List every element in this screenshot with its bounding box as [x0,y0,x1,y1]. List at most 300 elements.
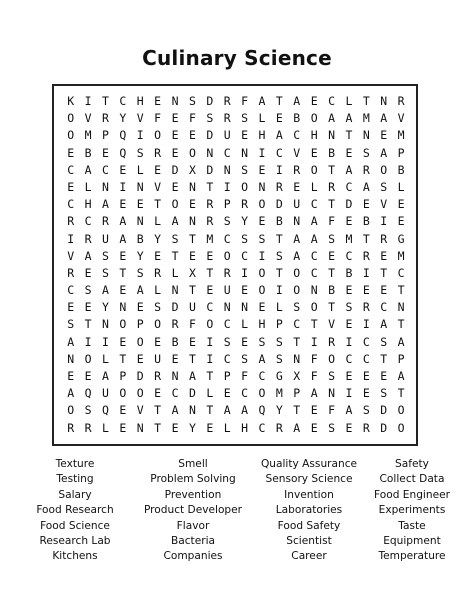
grid-letter: U [154,351,162,366]
grid-letter: B [293,111,301,126]
grid-letter: V [293,145,301,160]
grid-letter: C [223,317,231,332]
grid-letter: E [380,128,388,143]
grid-letter: T [345,128,353,143]
grid-letter: S [154,300,162,315]
grid-letter: E [119,283,127,298]
grid-letter: D [171,300,179,315]
grid-letter: E [310,420,318,435]
word-list-item: Bacteria [170,534,216,547]
grid-letter: A [84,162,92,177]
grid-letter: C [223,351,231,366]
grid-letter: F [241,369,249,383]
grid-letter: I [345,334,353,349]
grid-letter: C [310,248,318,263]
word-list-item: Safety [395,458,429,470]
grid-letter: B [397,162,405,177]
grid-letter: L [136,162,144,177]
grid-letter: L [84,179,92,194]
grid-letter: A [293,94,301,108]
grid-letter: A [380,111,388,126]
grid-letter: D [171,162,179,177]
grid-letter: D [136,369,144,383]
grid-letter: O [67,128,75,143]
grid-letter: E [136,300,144,315]
grid-letter: E [171,179,179,194]
grid-letter: I [206,351,214,366]
word-list-item: Invention [284,488,334,501]
grid-letter: Y [275,403,283,418]
grid-letter: A [310,231,318,246]
grid-letter: O [154,128,162,143]
grid-letter: R [223,111,231,126]
grid-letter: E [154,94,162,108]
grid-letter: A [171,403,179,418]
grid-letter: A [171,214,179,229]
grid-letter: S [362,145,370,160]
grid-letter: T [188,283,196,298]
grid-letter: A [345,111,353,126]
grid-letter: S [380,179,388,194]
grid-letter: C [380,300,388,315]
grid-letter: T [154,420,162,435]
grid-letter: A [362,179,370,194]
grid-letter: O [380,162,388,177]
grid-letter: A [380,317,388,332]
grid-letter: C [206,300,214,315]
grid-letter: L [258,111,266,126]
grid-letter: E [345,317,353,332]
grid-letter: U [102,386,109,401]
grid-letter: E [154,248,162,263]
grid-letter: O [328,351,336,366]
grid-letter: Q [102,403,109,418]
grid-letter: F [310,351,318,366]
grid-letter: T [84,317,92,332]
grid-letter: E [84,265,92,280]
grid-letter: R [328,334,336,349]
grid-letter: L [154,283,162,298]
grid-letter: A [67,386,75,401]
grid-letter: L [345,94,353,108]
grid-letter: A [258,351,266,366]
grid-letter: M [362,111,370,126]
grid-letter: L [275,300,283,315]
grid-letter: F [328,403,336,418]
grid-letter: E [119,248,127,263]
grid-letter: A [397,369,405,383]
grid-letter: N [136,214,144,229]
grid-letter: S [206,111,214,126]
grid-letter: R [154,265,162,280]
grid-letter: N [188,214,196,229]
grid-letter: Q [119,128,127,143]
grid-letter: U [188,300,196,315]
grid-letter: O [136,386,144,401]
word-list-item: Flavor [176,519,210,532]
grid-letter: V [136,111,144,126]
grid-letter: A [328,111,336,126]
grid-letter: T [328,265,336,280]
grid-letter: E [241,334,249,349]
grid-letter: P [119,369,127,383]
grid-letter: N [188,403,196,418]
grid-letter: C [241,248,249,263]
grid-letter: N [223,300,231,315]
grid-letter: L [102,351,109,366]
grid-letter: S [275,351,283,366]
grid-letter: T [275,94,283,108]
grid-letter: R [362,248,370,263]
grid-letter: I [362,317,370,332]
grid-letter: R [206,214,214,229]
grid-letter: E [206,420,214,435]
grid-letter: O [171,197,179,212]
grid-letter: N [397,300,405,315]
word-list-item: Texture [55,458,95,470]
grid-letter: H [136,94,144,108]
grid-letter: O [84,351,92,366]
grid-letter: E [154,334,162,349]
grid-letter: L [223,420,231,435]
grid-letter: E [397,214,405,229]
grid-letter: R [223,94,231,108]
grid-letter: V [84,111,92,126]
grid-letter: S [328,369,336,383]
grid-letter: T [188,231,196,246]
grid-letter: I [345,386,353,401]
grid-letter: E [206,283,214,298]
grid-letter: R [362,162,370,177]
grid-letter: A [275,128,283,143]
grid-letter: E [67,179,75,194]
grid-letter: Y [188,420,196,435]
grid-letter: I [84,334,92,349]
grid-letter: T [310,317,318,332]
grid-letter: S [102,265,109,280]
grid-letter: L [102,420,109,435]
grid-letter: O [136,334,144,349]
grid-letter: V [67,248,75,263]
page-title: Culinary Science [142,46,332,70]
grid-letter: R [67,265,75,280]
grid-letter: E [223,386,231,401]
grid-letter: E [293,179,301,194]
grid-letter: R [275,420,283,435]
grid-letter: I [102,334,109,349]
grid-letter: O [310,300,318,315]
grid-letter: L [310,179,318,194]
grid-letter: N [310,283,318,298]
grid-letter: P [293,386,301,401]
grid-letter: S [102,248,109,263]
grid-letter: S [380,386,388,401]
word-list-item: Scientist [286,534,332,547]
grid-letter: E [275,111,283,126]
grid-letter: S [293,300,301,315]
grid-letter: N [171,283,179,298]
grid-letter: P [223,369,231,383]
grid-letter: S [362,403,370,418]
grid-letter: S [241,111,249,126]
grid-letter: R [154,369,162,383]
grid-letter: A [223,403,231,418]
grid-letter: E [102,145,109,160]
grid-letter: S [67,317,75,332]
grid-letter: S [171,231,179,246]
grid-letter: A [380,145,388,160]
grid-letter: H [84,197,92,212]
grid-letter: C [258,369,266,383]
grid-letter: I [258,248,266,263]
grid-letter: V [397,111,405,126]
grid-letter: R [275,179,283,194]
grid-letter: S [328,420,336,435]
grid-letter: R [206,197,214,212]
word-list-item: Research Lab [39,534,111,547]
grid-letter: O [206,317,214,332]
grid-letter: A [345,162,353,177]
grid-letter: U [293,197,301,212]
grid-letter: I [206,334,214,349]
grid-letter: T [293,334,301,349]
grid-letter: I [258,145,266,160]
word-list-item: Companies [163,550,223,563]
grid-letter: E [362,386,370,401]
grid-letter: N [241,300,249,315]
grid-letter: S [84,403,92,418]
grid-letter: N [119,300,127,315]
word-list-item: Taste [398,519,426,532]
grid-letter: E [171,145,179,160]
grid-letter: E [119,403,127,418]
word-search-grid [52,84,418,446]
grid-letter: L [206,386,214,401]
word-list-item: Prevention [164,488,222,501]
grid-letter: E [171,420,179,435]
grid-letter: G [275,369,283,383]
grid-letter: O [397,403,405,418]
grid-letter: N [188,179,196,194]
grid-letter: D [345,197,353,212]
grid-letter: T [206,403,214,418]
grid-letter: S [275,248,283,263]
grid-letter: E [345,283,353,298]
grid-letter: E [171,128,179,143]
grid-letter: M [397,128,405,143]
grid-letter: T [275,265,283,280]
grid-letter: E [345,214,353,229]
grid-letter: P [397,351,405,366]
grid-letter: S [84,283,92,298]
grid-letter: T [119,351,127,366]
grid-letter: I [136,128,144,143]
grid-letter: T [206,369,214,383]
grid-letter: R [67,214,75,229]
grid-letter: U [223,283,231,298]
word-list-item: Food Science [40,519,110,532]
grid-letter: A [119,231,127,246]
grid-letter: P [275,317,283,332]
grid-letter: E [67,300,75,315]
grid-letter: A [293,231,301,246]
grid-letter: M [206,231,214,246]
grid-letter: B [362,214,370,229]
grid-letter: E [258,162,266,177]
word-list-item: Collect Data [379,473,445,486]
word-list [16,457,458,565]
grid-letter: S [241,162,249,177]
grid-letter: I [241,265,249,280]
grid-letter: B [84,145,92,160]
grid-letter: T [397,386,405,401]
grid-letter: A [67,334,75,349]
grid-letter: Q [119,145,127,160]
word-list-item: Equipment [383,534,441,547]
grid-letter: C [345,351,353,366]
grid-letter: S [241,351,249,366]
grid-letter: B [345,265,353,280]
grid-letter: N [206,145,214,160]
grid-letter: E [362,369,370,383]
grid-letter: Y [241,214,249,229]
grid-letter: E [380,369,388,383]
grid-letter: Y [136,248,144,263]
grid-letter: A [102,283,109,298]
word-list-item: Experiments [378,504,446,517]
grid-letter: C [362,334,370,349]
grid-letter: O [293,265,301,280]
grid-letter: R [397,94,405,108]
grid-letter: N [171,94,179,108]
grid-letter: E [136,197,144,212]
grid-letter: N [328,386,336,401]
grid-letter: S [258,334,266,349]
grid-letter: I [275,283,283,298]
grid-letter: T [206,179,214,194]
grid-letter: D [275,197,283,212]
grid-letter: X [188,162,196,177]
grid-letter: R [223,265,231,280]
grid-letter: E [328,248,336,263]
grid-letter: E [345,369,353,383]
grid-letter: E [310,403,318,418]
grid-letter: I [362,265,370,280]
grid-letter: L [397,179,405,194]
grid-letter: N [171,369,179,383]
grid-letter: E [188,128,196,143]
grid-letter: S [223,214,231,229]
word-list-item: Food Engineer [374,488,450,501]
grid-letter: F [241,94,249,108]
grid-letter: E [67,145,75,160]
grid-letter: A [119,214,127,229]
word-list-item: Temperature [378,550,446,563]
word-list-item: Product Developer [143,504,243,517]
word-list-item: Problem Solving [150,473,236,486]
grid-letter: R [67,420,75,435]
grid-letter: C [67,283,75,298]
grid-letter: F [310,369,318,383]
grid-letter: T [119,265,127,280]
grid-letter: R [380,231,388,246]
grid-letter: D [380,420,388,435]
grid-letter: X [188,265,196,280]
grid-letter: A [241,403,249,418]
grid-letter: T [380,265,388,280]
grid-letter: H [241,420,249,435]
grid-letter: E [310,145,318,160]
grid-letter: M [397,248,405,263]
grid-letter: E [119,197,127,212]
grid-letter: I [223,179,231,194]
grid-letter: S [258,231,266,246]
word-list-item: Food Research [36,504,114,517]
grid-letter: B [328,145,336,160]
grid-letter: C [345,248,353,263]
grid-letter: I [380,214,388,229]
grid-letter: U [102,231,109,246]
grid-letter: V [380,197,388,212]
grid-letter: V [154,179,162,194]
grid-letter: E [310,94,318,108]
grid-letter: R [362,300,370,315]
grid-letter: T [397,317,405,332]
grid-letter: N [293,351,301,366]
grid-letter: O [310,162,318,177]
grid-letter: S [241,231,249,246]
grid-letter: B [328,283,336,298]
grid-letter: C [241,386,249,401]
grid-letter: Q [258,403,266,418]
grid-letter: I [310,334,318,349]
grid-letter: N [241,145,249,160]
grid-letter: I [275,162,283,177]
word-list-item: Food Safety [277,519,341,532]
grid-letter: T [275,231,283,246]
grid-letter: H [310,128,318,143]
grid-letter: Q [84,386,92,401]
grid-letter: L [241,317,249,332]
grid-letter: C [328,94,336,108]
grid-letter: Y [154,231,162,246]
grid-letter: E [241,128,249,143]
grid-letter: C [223,145,231,160]
grid-letter: N [293,214,301,229]
grid-letter: O [223,248,231,263]
grid-letter: R [362,420,370,435]
grid-letter: A [397,334,405,349]
grid-letter: T [171,248,179,263]
grid-letter: S [136,145,144,160]
grid-letter: C [345,179,353,194]
grid-letter: I [84,94,92,108]
grid-letter: C [102,162,109,177]
grid-letter: N [136,179,144,194]
grid-letter: C [293,128,301,143]
grid-letter: R [102,214,109,229]
grid-letter: R [328,179,336,194]
grid-letter: D [206,162,214,177]
grid-letter: E [241,283,249,298]
grid-letter: A [293,420,301,435]
grid-letter: A [293,248,301,263]
grid-letter: P [223,197,231,212]
grid-letter: S [188,94,196,108]
grid-letter: E [345,420,353,435]
grid-letter: A [102,369,109,383]
grid-letter: V [136,403,144,418]
